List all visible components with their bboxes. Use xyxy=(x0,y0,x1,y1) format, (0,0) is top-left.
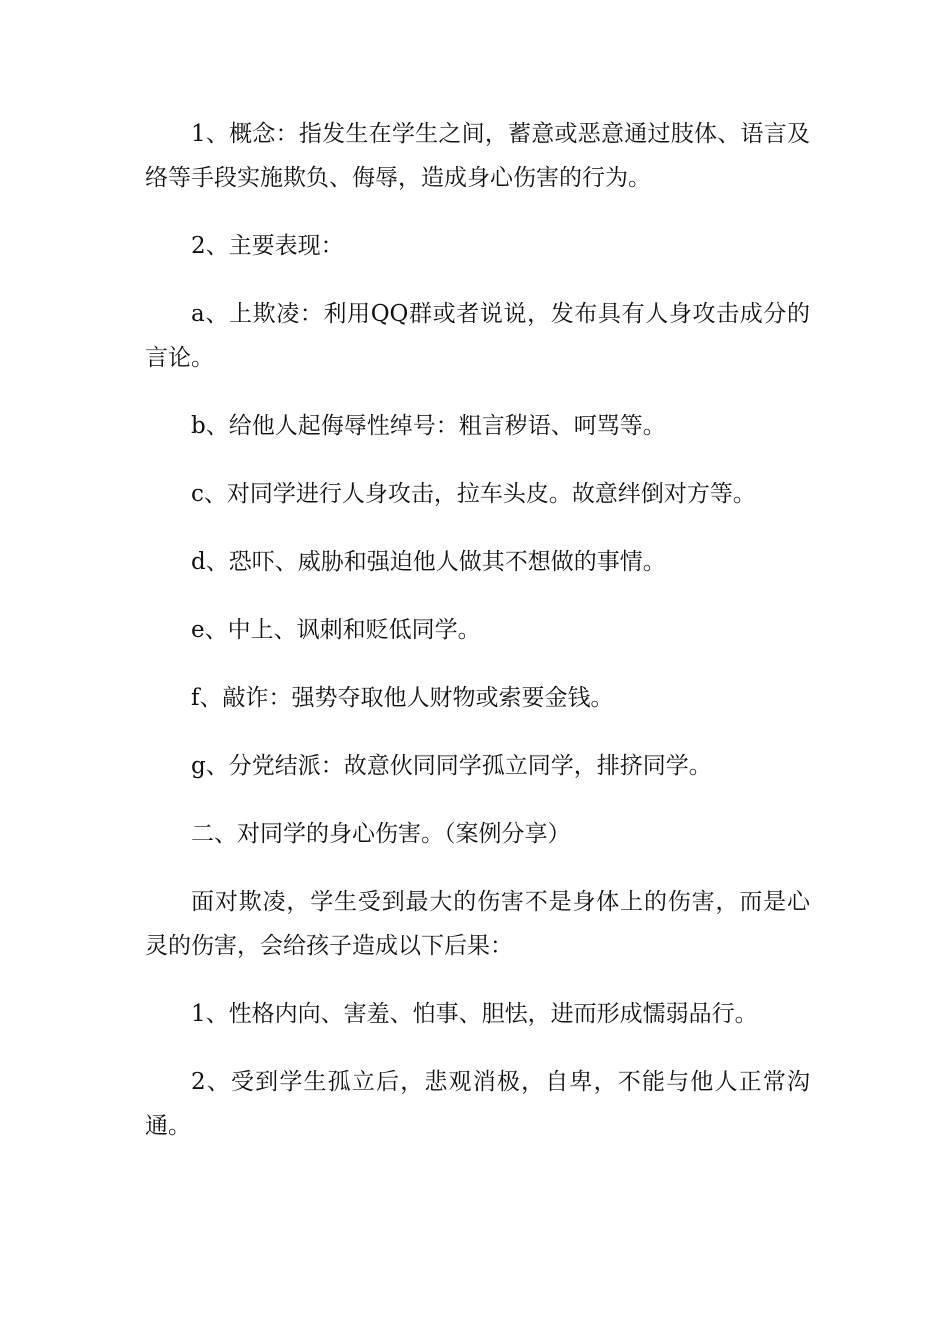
paragraph-item-c: c、对同学进行人身攻击，拉车头皮。故意绊倒对方等。 xyxy=(191,481,756,507)
paragraph-harm-intro: 面对欺凌，学生受到最大的伤害不是身体上的伤害，而是心灵的伤害，会给孩子造成以下后果： xyxy=(145,889,810,959)
paragraph-item-f: f、敲诈：强势夺取他人财物或索要金钱。 xyxy=(191,685,614,711)
paragraph-item-a: a、上欺凌：利用QQ群或者说说，发布具有人身攻击成分的言论。 xyxy=(145,301,810,371)
document-body xyxy=(145,112,810,1172)
paragraph-consequence-1: 1、性格内向、害羞、怕事、胆怯，进而形成懦弱品行。 xyxy=(191,1001,758,1027)
section-heading-harm: 二、对同学的身心伤害。（案例分享） xyxy=(191,821,571,847)
paragraph-item-g: g、分党结派：故意伙同同学孤立同学，排挤同学。 xyxy=(191,753,712,779)
paragraph-item-b: b、给他人起侮辱性绰号：粗言秽语、呵骂等。 xyxy=(191,413,666,439)
paragraph-concept: 1、概念：指发生在学生之间，蓄意或恶意通过肢体、语言及络等手段实施欺负、侮辱，造成身心伤害的行为。 xyxy=(145,121,810,191)
paragraph-consequence-2: 2、受到学生孤立后，悲观消极，自卑，不能与他人正常沟通。 xyxy=(145,1069,810,1139)
paragraph-item-e: e、中上、讽刺和贬低同学。 xyxy=(191,617,481,643)
paragraph-item-d: d、恐吓、威胁和强迫他人做其不想做的事情。 xyxy=(191,549,666,575)
paragraph-main-manifestations: 2、主要表现： xyxy=(191,233,344,259)
